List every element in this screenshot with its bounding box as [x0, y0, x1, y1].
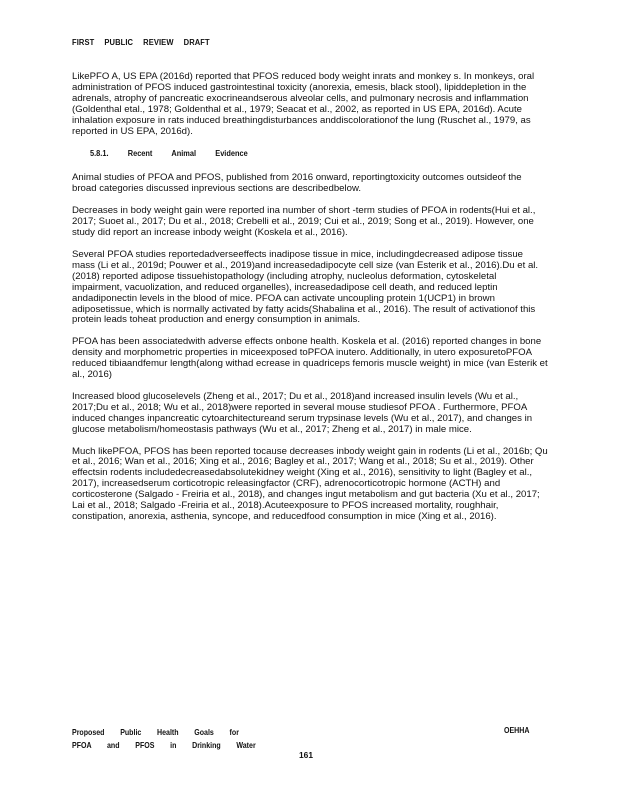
draft-header: FIRST PUBLIC REVIEW DRAFT — [72, 37, 210, 47]
paragraph-glucose: Increased blood glucoselevels (Zheng et al., 2017; Du et al., 2018)and increased insulin levels (Wu et al., 2017;Du et al., 2018; Wu et al., 2018)were reported in several mouse studiesof PFOA . Furthermore, PFOA induced changes inpancreatic cytoarchitectureand serum trypsinase levels (Wu et al., 2017), and changes in glucose metabolism/homeostasis pathways (Wu et al., 2017; Zheng et al., 2017) in male mice. — [72, 390, 533, 435]
paragraph-pfos-rodents: Much likePFOA, PFOS has been reported tocause decreases inbody weight gain in rodents (Li et al., 2016b; Qu et al., 2016; Wan et al., 2016; Xing et al., 2016; Bagley et al., 2017; Wang et al., 2018; Su et al., 2019). Other effectsin rodents includedecreasedabsolutekidney weight (Xing et al., 2016), sensitivity to light (Bagley et al., 2017), increasedserum corticotropic releasingfactor (CRF), adrenocorticotropic hormone (ACTH) and corticosterone (Salgado - Freiria et al., 2018), and changes ingut metabolism and gut bacteria (Xu et al., 2017; Lai et al., 2018; Salgado -Freiria et al., 2018).Acuteexposure to PFOS increased mortality, roughhair, constipation, anorexia, asthenia, syncope, and reducedfood consumption in mice (Xing et al., 2016). — [72, 445, 548, 522]
paragraph-pfos-body-weight: LikePFO A, US EPA (2016d) reported that PFOS reduced body weight inrats and monkey s. In monkeys, oral administration of PFOS induced gastrointestinal toxicity (anorexia, emesis, black stool), lipiddepletion in the adrenals, atrophy of pancreatic exocrineandserous alveolar cells, and pulmonary necrosis and inflammation (Goldenthal etal., 1978; Goldenthal et al., 1979; Seacat et al., 2002, as reported in US EPA, 2016d). Acute inhalation exposure in rats induced breathingdisturbances anddiscolorationof the lung (Ruschet al., 1979, as reported in US EPA, 2016d). — [72, 71, 535, 137]
section-subheading: 5.8.1. Recent Animal Evidence — [90, 148, 248, 159]
paragraph-bone-health: PFOA has been associatedwith adverse effects onbone health. Koskela et al. (2016) reported changes in bone density and morphometric properties in miceexposed toPFOA inutero. Additionally, in utero exposuretoPFOA reduced tibiaandfemur length(along withad ecrease in quadriceps femoris muscle weight) in mice (van Esterik et al., 2016) — [72, 336, 548, 381]
footer-agency: OEHHA — [504, 726, 530, 735]
paragraph-intro: Animal studies of PFOA and PFOS, published from 2016 onward, reportingtoxicity outcomes outsideof the broad categories discussed inprevious sections are describedbelow. — [72, 172, 522, 195]
paragraph-body-weight-decrease: Decreases in body weight gain were reported ina number of short -term studies of PFOA in rodents(Hui et al., 2017; Suoet al., 2017; Du et al., 2018; Crebelli et al., 2019; Cui et al., 2019; Song et al., 2019). However, one study did report an increase inbody weight (Koskela et al., 2016). — [72, 205, 536, 239]
footer-title — [72, 726, 256, 752]
paragraph-adipose-tissue: Several PFOA studies reportedadverseeffects inadipose tissue in mice, includingdecreased adipose tissue mass (Li et al., 2019d; Pouwer et al., 2019)and increasedadipocyte cell size (van Esterik et al., 2016).Du et al. (2018) reported adipose tissuehistopathology (including atrophy, nucleolus deformation, cytoskeletal impairment, vacuolization, and reduced organelles), increasedadipose cell death, and reduced leptin andadiponectin levels in the blood of mice. PFOA can activate uncoupling protein 1(UCP1) in brown adiposetissue, which is normally activated by fatty acids(Shabalina et al., 2016). The result of activationof this protein leads toheat production and energy consumption in animals. — [72, 248, 539, 326]
body-content — [72, 72, 548, 534]
footer-title-line-2: PFOA and PFOS in Drinking Water — [72, 741, 256, 750]
page-number: 161 — [299, 750, 313, 760]
footer-title-line-1: Proposed Public Health Goals for — [72, 728, 239, 737]
